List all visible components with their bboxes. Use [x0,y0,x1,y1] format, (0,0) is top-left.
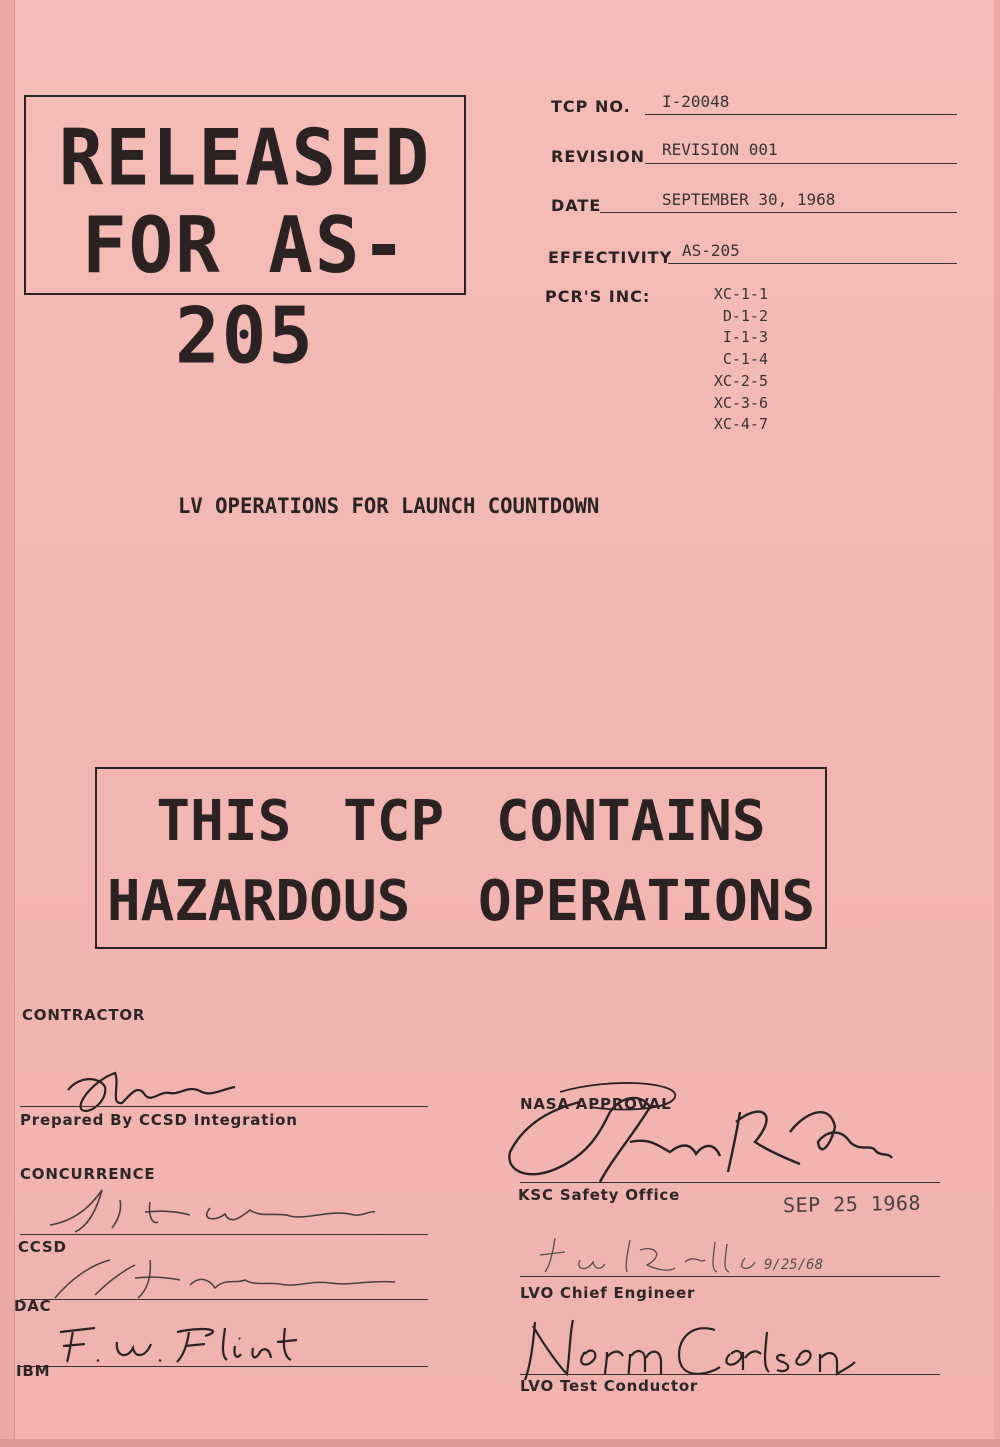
pcr-item: D-1-2 [722,306,768,325]
hazard-stamp-line2: HAZARDOUS OPERATIONS [106,869,816,934]
received-date-stamp: SEP 25 1968 [782,1190,922,1218]
revision-value: REVISION 001 [662,140,778,159]
tcp-no-label: TCP NO. [551,97,631,116]
ibm-label: IBM [16,1362,51,1380]
pcr-item: XC-4-7 [713,415,768,434]
test-conductor-label: LVO Test Conductor [520,1377,699,1395]
date-label: DATE [551,196,602,215]
chief-engineer-date: 9/25/68 [764,1257,824,1273]
test-conductor-signature [515,1312,865,1387]
ksc-label: KSC Safety Office [518,1186,681,1204]
chief-engineer-line [520,1276,940,1277]
tcp-no-line [645,114,957,115]
effectivity-line [668,263,957,264]
prepared-label: Prepared By CCSD Integration [20,1111,298,1129]
contractor-label: CONTRACTOR [22,1006,146,1024]
revision-label: REVISION [551,147,646,166]
nasa-approval-label: NASA APPROVAL [520,1095,672,1113]
released-stamp-line2: FOR AS-205 [82,200,408,382]
pcr-item: C-1-4 [722,350,768,369]
test-conductor-line [520,1374,940,1375]
document-title: LV OPERATIONS FOR LAUNCH COUNTDOWN [178,494,600,518]
revision-line [645,163,957,164]
date-line [600,212,957,213]
hazard-stamp [95,767,827,949]
ksc-line [520,1182,940,1183]
ccsd-signature [40,1180,380,1240]
chief-engineer-label: LVO Chief Engineer [520,1284,696,1302]
prepared-line [20,1106,428,1107]
ibm-signature [55,1318,335,1368]
effectivity-value: AS-205 [682,241,740,260]
pcr-item: XC-2-5 [713,371,768,390]
ccsd-line [20,1234,428,1235]
hazard-stamp-line1: THIS TCP CONTAINS [156,789,766,854]
effectivity-label: EFFECTIVITY [548,248,673,267]
ccsd-label: CCSD [18,1238,67,1256]
released-stamp [24,95,466,382]
pcr-item: XC-1-1 [713,285,768,303]
tcp-no-value: I-20048 [662,92,730,111]
ibm-line [20,1366,428,1367]
dac-label: DAC [14,1297,52,1315]
released-stamp-line1: RELEASED [58,112,432,204]
page-right-edge [994,0,1000,1447]
dac-line [20,1299,428,1300]
pcr-item: I-1-3 [722,328,768,347]
dac-signature [40,1250,400,1305]
date-value: SEPTEMBER 30, 1968 [662,190,836,209]
pcrs-label: PCR'S INC: [545,287,651,306]
page-left-edge [0,0,15,1447]
pcr-item: XC-3-6 [713,393,768,412]
pcrs-list [682,284,768,436]
page-bottom-edge [0,1439,1000,1447]
concurrence-label: CONCURRENCE [20,1165,156,1183]
